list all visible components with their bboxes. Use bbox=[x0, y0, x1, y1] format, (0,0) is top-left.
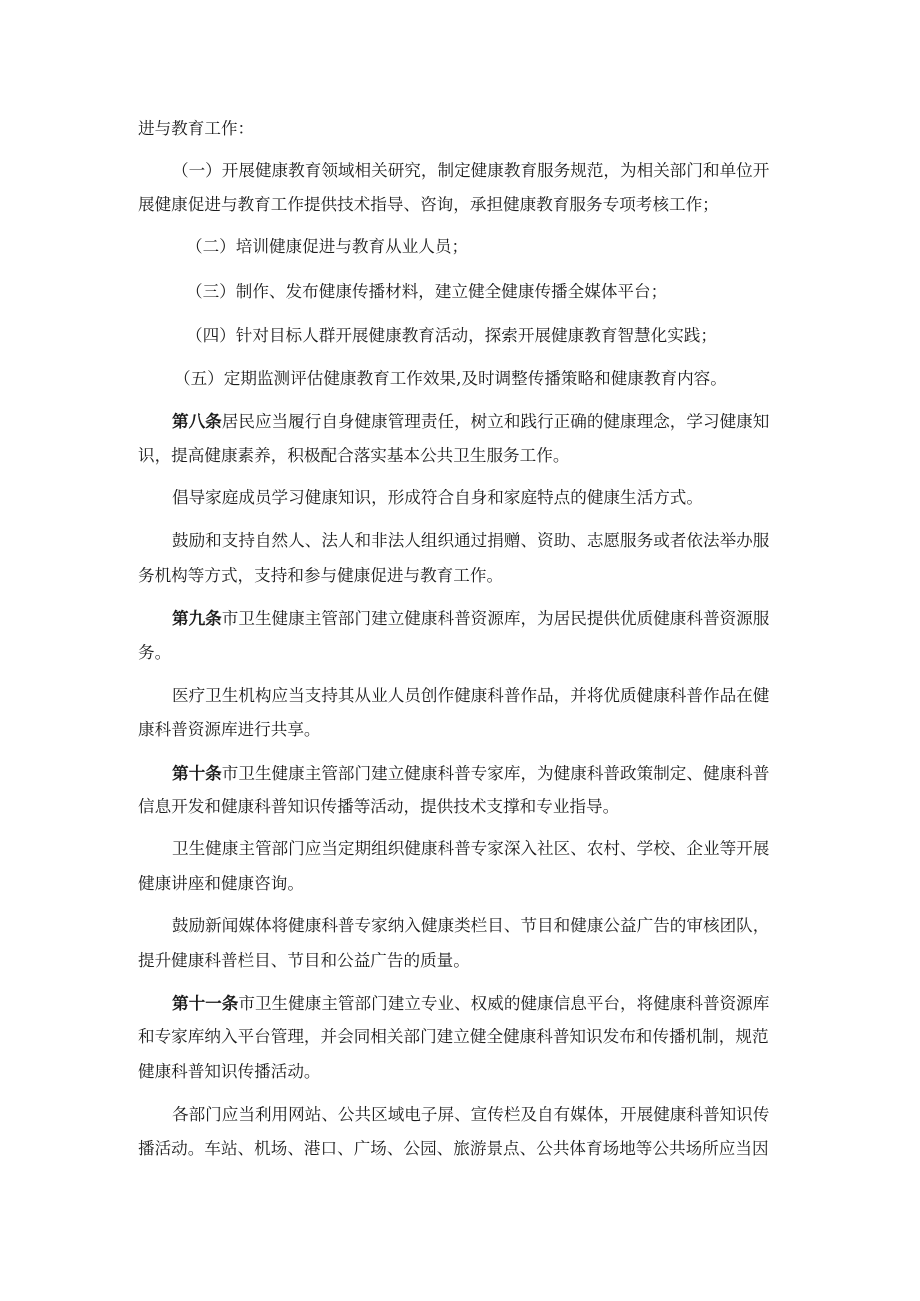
item-5-line: （五）定期监测评估健康教育工作效果,及时调整传播策略和健康教育内容。 bbox=[174, 369, 727, 388]
article-8-para-3-line-1: 鼓励和支持自然人、法人和非法人组织通过捐赠、资助、志愿服务或者依法举办服 bbox=[172, 531, 770, 550]
article-9-line-1 bbox=[172, 607, 769, 630]
article-8-para-3-line-2: 务机构等方式，支持和参与健康促进与教育工作。 bbox=[138, 566, 504, 585]
article-8-line-1 bbox=[172, 410, 769, 433]
article-11-line-2: 和专家库纳入平台管理，并会同相关部门建立健全健康科普知识发布和传播机制，规范 bbox=[138, 1027, 769, 1046]
item-3-line: （三）制作、发布健康传播材料，建立健全健康传播全媒体平台； bbox=[186, 282, 668, 301]
article-9-text-1: 市卫生健康主管部门建立健康科普资源库，为居民提供优质健康科普资源服 bbox=[221, 609, 770, 628]
article-8-para-2: 倡导家庭成员学习健康知识，形成符合自身和家庭特点的健康生活方式。 bbox=[172, 488, 703, 507]
article-11-para-2-line-2: 播活动。车站、机场、港口、广场、公园、旅游景点、公共体育场地等公共场所应当因 bbox=[138, 1139, 769, 1158]
article-11-line-3: 健康科普知识传播活动。 bbox=[138, 1062, 321, 1081]
article-10-para-3-line-2: 提升健康科普栏目、节目和公益广告的质量。 bbox=[138, 951, 470, 970]
article-11-line-1 bbox=[172, 992, 769, 1015]
article-9-line-2: 务。 bbox=[138, 643, 172, 662]
article-10-heading: 第十条 bbox=[172, 763, 222, 783]
article-9-heading: 第九条 bbox=[172, 608, 222, 628]
article-11-text-1: 市卫生健康主管部门建立专业、权威的健康信息平台，将健康科普资源库 bbox=[238, 994, 770, 1013]
article-8-text-1: 居民应当履行自身健康管理责任，树立和践行正确的健康理念，学习健康知 bbox=[221, 412, 770, 431]
article-10-line-2: 信息开发和健康科普知识传播等活动，提供技术支撑和专业指导。 bbox=[138, 797, 620, 816]
continuation-line: 进与教育工作： bbox=[138, 119, 255, 138]
article-9-para-2-line-1: 医疗卫生机构应当支持其从业人员创作健康科普作品，并将优质健康科普作品在健 bbox=[172, 686, 770, 705]
article-10-line-1 bbox=[172, 762, 769, 785]
article-10-para-2-line-1: 卫生健康主管部门应当定期组织健康科普专家深入社区、农村、学校、企业等开展 bbox=[172, 839, 770, 858]
article-10-text-1: 市卫生健康主管部门建立健康科普专家库，为健康科普政策制定、健康科普 bbox=[221, 764, 770, 783]
item-1-line-1: （一）开展健康教育领域相关研究，制定健康教育服务规范，为相关部门和单位开 bbox=[172, 161, 770, 180]
item-4-line: （四）针对目标人群开展健康教育活动，探索开展健康教育智慧化实践； bbox=[186, 326, 717, 345]
item-1-line-2: 展健康促进与教育工作提供技术指导、咨询，承担健康教育服务专项考核工作； bbox=[138, 195, 719, 214]
article-10-para-3-line-1: 鼓励新闻媒体将健康科普专家纳入健康类栏目、节目和健康公益广告的审核团队， bbox=[172, 916, 770, 935]
article-10-para-2-line-2: 健康讲座和健康咨询。 bbox=[138, 874, 304, 893]
item-2-line: （二）培训健康促进与教育从业人员； bbox=[186, 237, 469, 256]
article-9-para-2-line-2: 康科普资源库进行共享。 bbox=[138, 720, 321, 739]
article-11-heading: 第十一条 bbox=[172, 993, 239, 1013]
article-8-heading: 第八条 bbox=[172, 411, 222, 431]
article-8-line-2: 识，提高健康素养，积极配合落实基本公共卫生服务工作。 bbox=[138, 446, 570, 465]
article-11-para-2-line-1: 各部门应当利用网站、公共区域电子屏、宣传栏及自有媒体，开展健康科普知识传 bbox=[172, 1105, 770, 1124]
